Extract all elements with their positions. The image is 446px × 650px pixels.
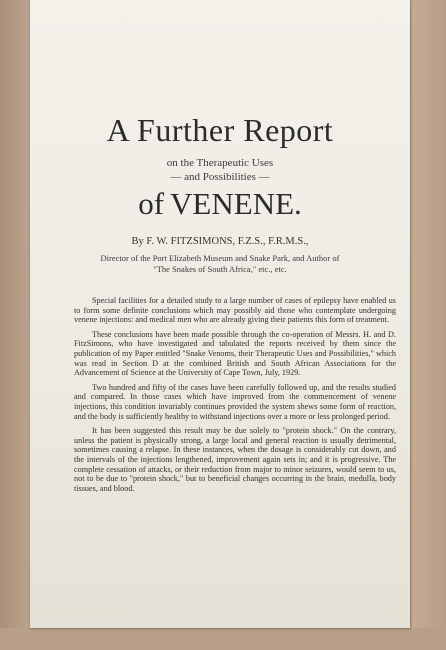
author-line: By F. W. FITZSIMONS, F.Z.S., F.R.M.S., bbox=[131, 236, 309, 247]
subtitle-line-2: — and Possibilities — bbox=[170, 171, 270, 183]
background-bottom bbox=[0, 628, 446, 650]
subject-title bbox=[30, 186, 410, 222]
document-page bbox=[30, 0, 410, 628]
subtitle-line-1: on the Therapeutic Uses bbox=[166, 157, 274, 169]
affiliation-line-2: "The Snakes of South Africa," etc., etc. bbox=[153, 264, 287, 274]
paragraph-2: These conclusions have been made possible through the co-operation of Messrs. H. and D. FitzSimons, who have investigated and tabulated the reports received by them since the publication of my Paper entitled "Snake Venoms, their Therapeutic Uses and Possibilities," which was read in Section D at the combined British and South African Associations for the Advancement of Science at the University of Cape Town, July, 1929. bbox=[74, 329, 396, 378]
paragraph-3: Two hundred and fifty of the cases have been carefully followed up, and the results studied and compared. In those cases which have improved from the commencement of venene injections, this condition invariably continues provided the system shews some form of reaction, and the body is sufficiently healthy to withstand injections over a more or less prolonged period. bbox=[74, 382, 396, 421]
title-subject: VENENE. bbox=[170, 186, 302, 221]
background-right bbox=[406, 0, 446, 650]
body-text bbox=[74, 296, 396, 498]
paragraph-1: Special facilities for a detailed study to a large number of cases of epilepsy have enabled us to form some definite conclusions which may possibly aid those who contemplate undergoing venene injections: and medical men who are already giving their patients this form of treatment. bbox=[74, 296, 396, 325]
paragraph-4: It has been suggested this result may be due solely to "protein shock." On the contrary, unless the patient is physically strong, a large local and general reaction is usually detrimental, sometimes causing a relapse. In these instances, when the dosage is considerably cut down, and the intervals of the injections lengthened, improvement again sets in; and it is progressive. The complete cessation of attacks, or their reduction from major to minor seizures, would seem to us, not to be due to "protein shock," but to beneficial changes occurring in the brain, medulla, body tissues, and blood. bbox=[74, 426, 396, 493]
document-title: A Further Report bbox=[106, 112, 334, 148]
background-left bbox=[0, 0, 30, 650]
affiliation-line-1: Director of the Port Elizabeth Museum and Snake Park, and Author of bbox=[100, 253, 340, 263]
title-of: of bbox=[138, 186, 165, 221]
